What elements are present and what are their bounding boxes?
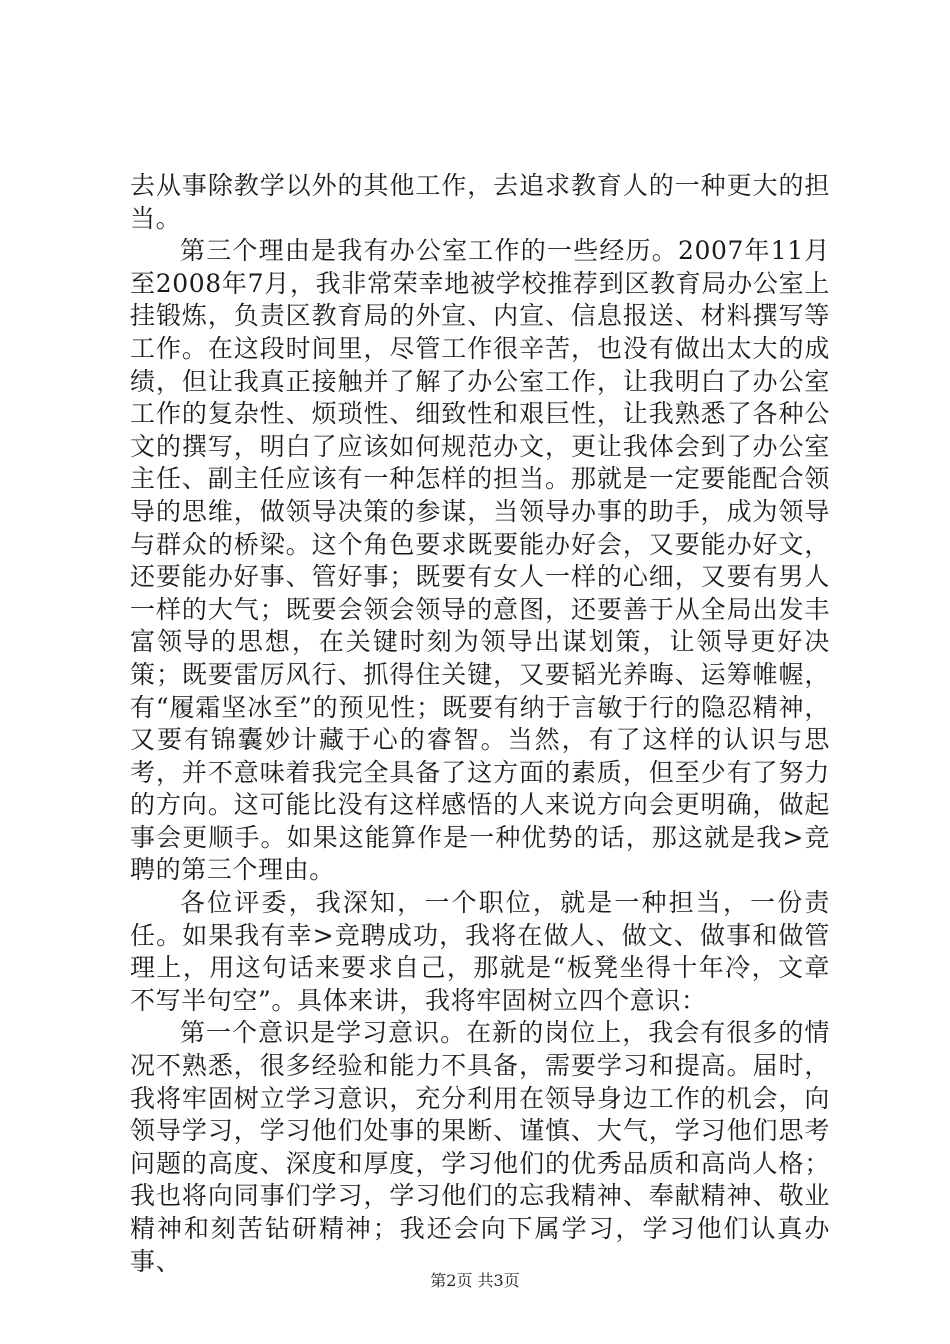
paragraph-third-reason: 第三个理由是我有办公室工作的一些经历。2007年11月至2008年7月，我非常荣幸地被学校推荐到区教育局办公室上挂锻炼，负责区教育局的外宣、内宣、信息报送、材料撰写等工作。在这段时间里，尽管工作很辛苦，也没有做出太大的成绩，但让我真正接触并了解了办公室工作，让我明白了办公室工作的复杂性、烦琐性、细致性和艰巨性，让我熟悉了各种公文的撰写，明白了应该如何规范办文，更让我体会到了办公室主任、副主任应该有一种怎样的担当。那就是一定要能配合领导的思维，做领导决策的参谋，当领导办事的助手，成为领导与群众的桥梁。这个角色要求既要能办好会，又要能办好文，还要能办好事、管好事；既要有女人一样的心细，又要有男人一样的大气；既要会领会领导的意图，还要善于从全局出发丰富领导的思想，在关键时刻为领导出谋划策，让领导更好决策；既要雷厉风行、抓得住关键，又要韬光养晦、运筹帷幄，有“履霜坚冰至”的预见性；既要有纳于言敏于行的隐忍精神，又要有锦囊妙计藏于心的睿智。当然，有了这样的认识与思考，并不意味着我完全具备了这方面的素质，但至少有了努力的方向。这可能比没有这样感悟的人来说方向会更明确，做起事会更顺手。如果这能算作是一种优势的话，那这就是我>竞聘的第三个理由。 — [130, 236, 830, 885]
page-footer: 第2页 共3页 — [430, 1271, 520, 1290]
document-body — [130, 170, 830, 1278]
paragraph-commitment: 各位评委，我深知，一个职位，就是一种担当，一份责任。如果我有幸>竞聘成功，我将在做人、做文、做事和做管理上，用这句话来要求自己，那就是“板凳坐得十年冷，文章不写半句空”。具体来讲，我将牢固树立四个意识： — [130, 888, 830, 1015]
paragraph-learning-awareness: 第一个意识是学习意识。在新的岗位上，我会有很多的情况不熟悉，很多经验和能力不具备，需要学习和提高。届时，我将牢固树立学习意识，充分利用在领导身边工作的机会，向领导学习，学习他们处事的果断、谨慎、大气，学习他们思考问题的高度、深度和厚度，学习他们的优秀品质和高尚人格；我也将向同事们学习，学习他们的忘我精神、奉献精神、敬业精神和刻苦钻研精神；我还会向下属学习，学习他们认真办事、 — [130, 1018, 830, 1276]
paragraph-continuation: 去从事除教学以外的其他工作，去追求教育人的一种更大的担当。 — [130, 171, 830, 233]
